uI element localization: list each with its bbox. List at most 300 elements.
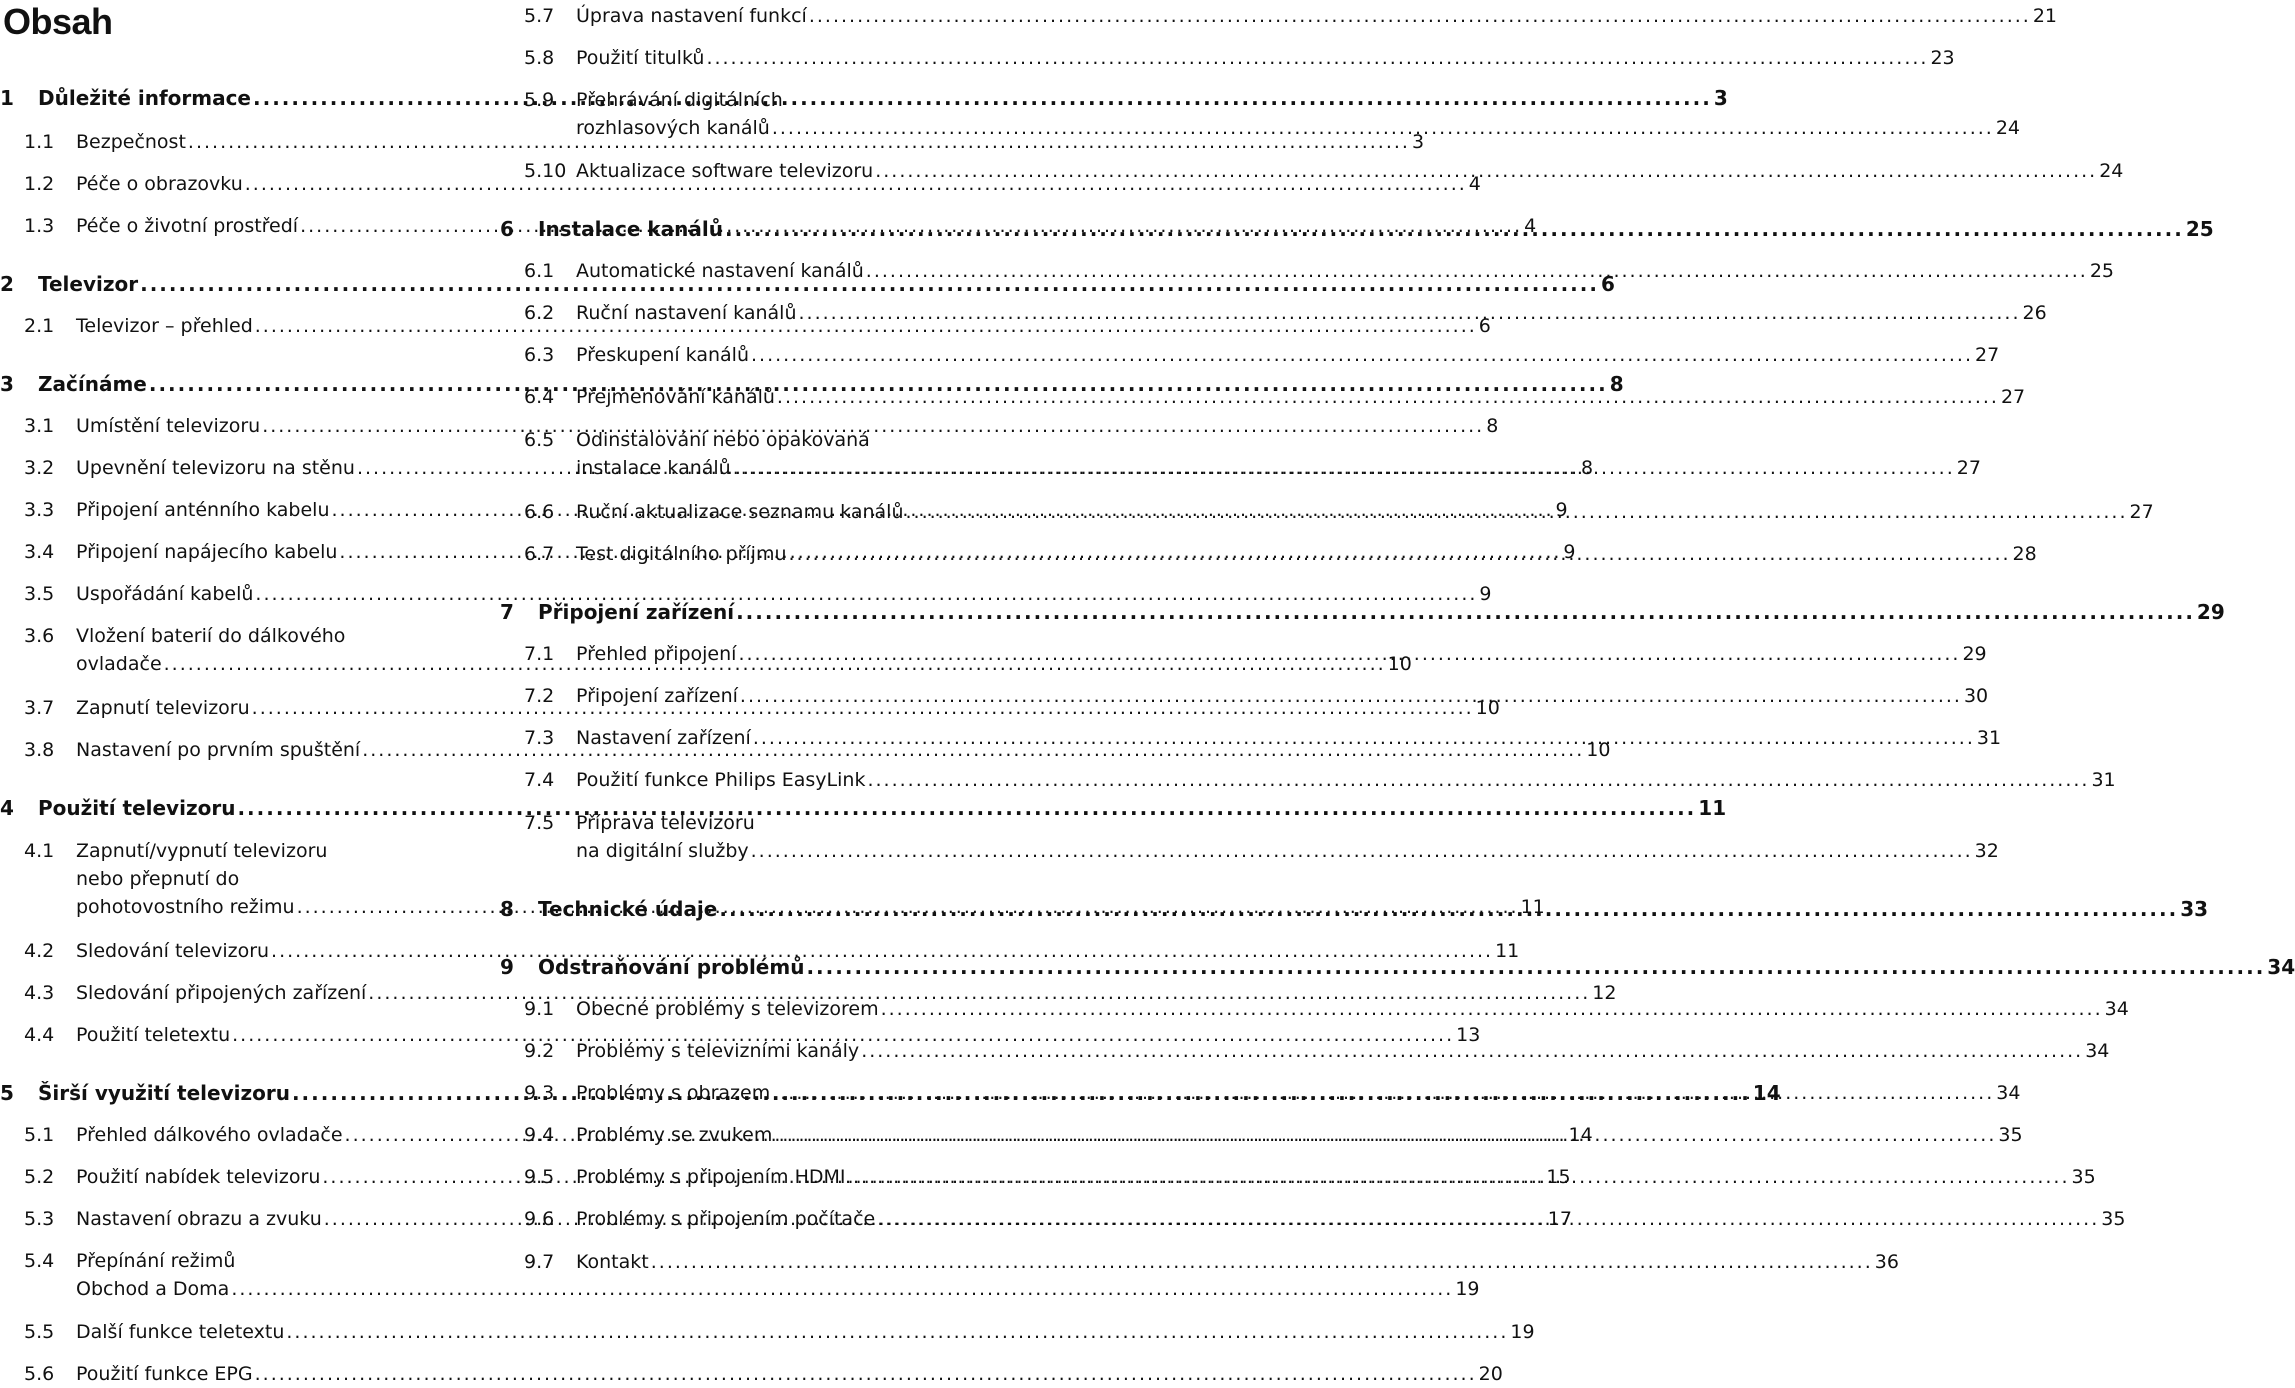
- entry-number: 6.6: [524, 501, 555, 523]
- dot-leader: [905, 498, 2127, 526]
- toc-entry: [500, 995, 2129, 1023]
- toc-entry: [500, 257, 2114, 285]
- entry-title: instalace kanálů: [576, 457, 731, 479]
- entry-lines: [576, 2, 2058, 30]
- entry-body: [538, 953, 2295, 981]
- entry-title: Použití teletextu: [76, 1024, 231, 1046]
- entry-body: [576, 299, 2047, 327]
- entry-number: 3.8: [24, 739, 55, 761]
- entry-number: 3.5: [24, 583, 55, 605]
- toc-chapter: [500, 953, 2295, 981]
- entry-title-line: Vložení baterií do dálkového: [76, 625, 346, 647]
- dot-leader: [789, 540, 2011, 568]
- entry-number: 3.2: [24, 457, 55, 479]
- entry-number: 3: [0, 372, 14, 396]
- page-number: 17: [1547, 1208, 1572, 1230]
- dot-leader: [777, 383, 1999, 411]
- entry-number: 7.4: [524, 769, 555, 791]
- page-number: 31: [2091, 769, 2116, 791]
- entry-title-line: [576, 540, 2037, 568]
- entry-lines: [576, 995, 2129, 1023]
- page-number: 15: [1546, 1166, 1571, 1188]
- page-number: 9: [1555, 499, 1568, 521]
- entry-number: 1.1: [24, 131, 55, 153]
- dot-leader: [866, 257, 2088, 285]
- page-number: 24: [2099, 160, 2124, 182]
- entry-body: [76, 1318, 1535, 1346]
- entry-title-line: [576, 157, 2124, 185]
- entry-number: 3.1: [24, 415, 55, 437]
- dot-leader: [725, 215, 2184, 243]
- page-number: 35: [1998, 1124, 2023, 1146]
- dot-leader: [651, 1248, 1873, 1276]
- entry-title: Připojení zařízení: [576, 685, 738, 707]
- entry-title-line: [538, 215, 2214, 243]
- entry-title-line: [76, 937, 1520, 965]
- entry-title-line: [576, 1248, 1899, 1276]
- entry-body: [538, 598, 2225, 626]
- page-number: 11: [1495, 940, 1520, 962]
- entry-body: [576, 1248, 1899, 1276]
- entry-number: 9.7: [524, 1251, 555, 1273]
- dot-leader: [751, 341, 1973, 369]
- entry-number: 7.3: [524, 727, 555, 749]
- entry-number: 4.1: [24, 840, 55, 862]
- dot-leader: [738, 640, 1960, 668]
- entry-number: 6.3: [524, 344, 555, 366]
- entry-body: [576, 44, 1955, 72]
- page-number: 4: [1524, 215, 1537, 237]
- entry-title-line: [576, 766, 2116, 794]
- entry-title-line: [576, 2, 2058, 30]
- entry-number: 6.1: [524, 260, 555, 282]
- page-number: 19: [1510, 1321, 1535, 1343]
- entry-lines: [538, 598, 2225, 626]
- entry-title: Ruční nastavení kanálů: [576, 302, 797, 324]
- page-number: 34: [2085, 1040, 2110, 1062]
- entry-title: Test digitálního příjmu: [576, 543, 787, 565]
- page-number: 23: [1930, 47, 1955, 69]
- entry-title-line: [576, 1037, 2110, 1065]
- page-number: 34: [1996, 1082, 2021, 1104]
- entry-number: 9.2: [524, 1040, 555, 1062]
- page-number: 30: [1963, 685, 1989, 707]
- entry-body: [76, 937, 1520, 965]
- entry-body: [576, 426, 1981, 482]
- page-number: 10: [1475, 697, 1500, 719]
- entry-number: 9.6: [524, 1208, 555, 1230]
- dot-leader: [799, 299, 2021, 327]
- entry-number: 5.6: [24, 1363, 55, 1385]
- toc-entry: [500, 383, 2026, 411]
- toc-entry: [500, 44, 1955, 72]
- entry-title: Uspořádání kabelů: [76, 583, 254, 605]
- entry-title-line: [76, 979, 1617, 1007]
- entry-title-line: [576, 44, 1955, 72]
- page-number: 36: [1874, 1251, 1899, 1273]
- entry-number: 1: [0, 86, 14, 110]
- toc-entry: [0, 1318, 1535, 1346]
- entry-title: Nastavení obrazu a zvuku: [76, 1208, 322, 1230]
- page-number: 33: [2180, 897, 2209, 921]
- entry-title-line: [76, 1318, 1535, 1346]
- page-number: 32: [1974, 840, 1999, 862]
- entry-lines: [576, 86, 2021, 142]
- dot-leader: [772, 114, 1994, 142]
- entry-title: Technické údaje: [538, 897, 718, 921]
- page-number: 21: [2032, 5, 2058, 27]
- entry-title-line: [76, 1275, 1480, 1303]
- dot-leader: [848, 1163, 2070, 1191]
- dot-leader: [253, 84, 1712, 112]
- entry-title: Nastavení zařízení: [576, 727, 751, 749]
- entry-body: [576, 86, 2021, 142]
- entry-title: Obecné problémy s televizorem: [576, 998, 879, 1020]
- entry-title-line: [576, 498, 2154, 526]
- dot-leader: [286, 1318, 1508, 1346]
- page-number: 34: [2104, 998, 2129, 1020]
- page-number: 29: [1962, 643, 1987, 665]
- entry-title: Televizor – přehled: [76, 315, 253, 337]
- entry-lines: [76, 979, 1617, 1007]
- entry-title-line: [76, 1360, 1503, 1388]
- entry-title: Úprava nastavení funkcí: [576, 5, 807, 27]
- entry-title: Další funkce teletextu: [76, 1321, 285, 1343]
- entry-title: Problémy s připojením počítače: [576, 1208, 876, 1230]
- entry-title-line: Příprava televizoru: [576, 812, 755, 834]
- toc-chapter: [0, 794, 1727, 822]
- dot-leader: [877, 1205, 2099, 1233]
- entry-lines: [76, 937, 1520, 965]
- entry-lines: [576, 1248, 1899, 1276]
- entry-body: [576, 257, 2114, 285]
- entry-title-line: [576, 114, 2021, 142]
- entry-lines: [576, 540, 2037, 568]
- entry-number: 1.3: [24, 215, 55, 237]
- toc-entry: [500, 1037, 2110, 1065]
- entry-body: [576, 809, 1999, 865]
- entry-title: Důležité informace: [38, 86, 251, 110]
- entry-title: Přehled připojení: [576, 643, 737, 665]
- entry-lines: [576, 426, 1981, 482]
- entry-title: Upevnění televizoru na stěnu: [76, 457, 355, 479]
- dot-leader: [861, 1037, 2083, 1065]
- entry-number: 5: [0, 1081, 14, 1105]
- dot-leader: [255, 1360, 1477, 1388]
- page-number: 27: [2129, 501, 2154, 523]
- dot-leader: [753, 724, 1975, 752]
- page-number: 11: [1698, 796, 1727, 820]
- entry-number: 4.4: [24, 1024, 55, 1046]
- entry-number: 3.3: [24, 499, 55, 521]
- entry-title-line: [576, 257, 2114, 285]
- entry-title: Použití televizoru: [38, 796, 236, 820]
- dot-leader: [867, 766, 2089, 794]
- dot-leader: [719, 895, 2178, 923]
- toc-entry: [500, 157, 2124, 185]
- page-number: 4: [1468, 173, 1481, 195]
- toc-entry: [500, 86, 2021, 142]
- dot-leader: [751, 837, 1973, 865]
- toc-chapter: [500, 215, 2214, 243]
- page-number: 3: [1713, 86, 1728, 110]
- entry-lines: [76, 580, 1492, 608]
- entry-lines: [576, 498, 2154, 526]
- entry-number: 8: [500, 897, 514, 921]
- entry-body: [76, 979, 1617, 1007]
- entry-title: Sledování televizoru: [76, 940, 270, 962]
- entry-title-line: Přepínání režimů: [76, 1250, 236, 1272]
- entry-lines: [576, 809, 1999, 865]
- page-number: 24: [1995, 117, 2021, 139]
- entry-title: Instalace kanálů: [538, 217, 723, 241]
- entry-number: 5.3: [24, 1208, 55, 1230]
- entry-title: Použití funkce EPG: [76, 1363, 253, 1385]
- page-number: 25: [2185, 217, 2214, 241]
- entry-body: [76, 1360, 1503, 1388]
- entry-title-line: Přehrávání digitálních: [576, 89, 783, 111]
- toc-entry: [500, 766, 2116, 794]
- toc-entry: [500, 299, 2047, 327]
- entry-lines: [576, 157, 2124, 185]
- entry-number: 5.9: [524, 89, 555, 111]
- entry-body: [76, 1021, 1481, 1049]
- entry-number: 3.4: [24, 541, 55, 563]
- entry-title: rozhlasových kanálů: [576, 117, 770, 139]
- entry-title: Připojení napájecího kabelu: [76, 541, 338, 563]
- dot-leader: [875, 157, 2097, 185]
- page-number: 35: [2101, 1208, 2126, 1230]
- toc-entry: [500, 809, 1999, 865]
- page-number: 31: [1976, 727, 2002, 749]
- entry-title: Začínáme: [38, 372, 147, 396]
- entry-title-line: Odinstalování nebo opakovaná: [576, 429, 870, 451]
- page-number: 25: [2089, 260, 2114, 282]
- entry-body: [576, 383, 2026, 411]
- entry-body: [576, 766, 2116, 794]
- entry-title-line: [576, 995, 2129, 1023]
- entry-lines: [576, 299, 2047, 327]
- entry-number: 7.5: [524, 812, 555, 834]
- entry-title: Péče o obrazovku: [76, 173, 243, 195]
- page-number: 27: [1975, 344, 2000, 366]
- entry-title: Aktualizace software televizoru: [576, 160, 874, 182]
- entry-title-line: [576, 454, 1981, 482]
- entry-number: 4.2: [24, 940, 55, 962]
- entry-number: 9: [500, 955, 514, 979]
- entry-number: 5.5: [24, 1321, 55, 1343]
- entry-number: 6: [500, 217, 514, 241]
- entry-title-line: [76, 580, 1492, 608]
- toc-entry: [500, 1248, 1899, 1276]
- entry-number: 2.1: [24, 315, 55, 337]
- entry-lines: [576, 766, 2116, 794]
- dot-leader: [806, 953, 2265, 981]
- entry-title-line: [76, 1021, 1481, 1049]
- page-number: 29: [2196, 600, 2225, 624]
- entry-title: Použití funkce Philips EasyLink: [576, 769, 866, 791]
- entry-title: Problémy s připojením HDMI: [576, 1166, 846, 1188]
- page-number: 9: [1563, 541, 1576, 563]
- toc-entry: [500, 498, 2154, 526]
- page-number: 10: [1387, 653, 1412, 675]
- entry-title-line: [538, 953, 2295, 981]
- entry-title: Automatické nastavení kanálů: [576, 260, 864, 282]
- page-number: 27: [2000, 386, 2026, 408]
- page-title: Obsah: [3, 1, 113, 42]
- page-number: 19: [1455, 1278, 1480, 1300]
- entry-number: 9.3: [524, 1082, 555, 1104]
- entry-number: 9.1: [524, 998, 555, 1020]
- page-number: 35: [2071, 1166, 2096, 1188]
- entry-lines: [576, 383, 2026, 411]
- toc-entry: [0, 979, 1617, 1007]
- entry-title: Přehled dálkového ovladače: [76, 1124, 343, 1146]
- entry-title: Přeskupení kanálů: [576, 344, 749, 366]
- page-number: 3: [1411, 131, 1425, 153]
- entry-body: [576, 498, 2154, 526]
- page-number: 26: [2022, 302, 2047, 324]
- entry-number: 5.8: [524, 47, 555, 69]
- toc-entry: [500, 2, 2058, 30]
- entry-title: Problémy s televizními kanály: [576, 1040, 860, 1062]
- page-number: 6: [1478, 315, 1491, 337]
- page-number: 8: [1609, 372, 1624, 396]
- entry-title: Umístění televizoru: [76, 415, 261, 437]
- entry-title-line: [576, 837, 1999, 865]
- entry-title: Připojení zařízení: [538, 600, 735, 624]
- page-number: 6: [1600, 272, 1615, 296]
- entry-number: 7.2: [524, 685, 555, 707]
- toc-entry: [0, 1360, 1503, 1388]
- entry-title: pohotovostního režimu: [76, 896, 295, 918]
- entry-title: na digitální služby: [576, 840, 749, 862]
- entry-title: Připojení anténního kabelu: [76, 499, 330, 521]
- page-number: 10: [1586, 739, 1611, 761]
- entry-title: Problémy se zvukem: [576, 1124, 773, 1146]
- entry-lines: [76, 1318, 1535, 1346]
- toc-entry: [500, 540, 2037, 568]
- page-number: 13: [1456, 1024, 1481, 1046]
- entry-body: [576, 341, 2000, 369]
- entry-body: [576, 1037, 2110, 1065]
- entry-title: Odstraňování problémů: [538, 955, 805, 979]
- entry-title-line: [576, 341, 2000, 369]
- page-number: 8: [1486, 415, 1499, 437]
- entry-title: Televizor: [38, 272, 139, 296]
- entry-lines: [538, 215, 2214, 243]
- entry-title: Péče o životní prostředí: [76, 215, 299, 237]
- entry-number: 6.5: [524, 429, 555, 451]
- toc-chapter: [500, 598, 2225, 626]
- entry-title-line: [38, 794, 1727, 822]
- entry-number: 9.4: [524, 1124, 555, 1146]
- toc-entry: [500, 426, 1981, 482]
- entry-title-line: [576, 299, 2047, 327]
- entry-number: 6.2: [524, 302, 555, 324]
- entry-number: 6.7: [524, 543, 555, 565]
- entry-title: Přejmenování kanálů: [576, 386, 775, 408]
- entry-title: Problémy s obrazem: [576, 1082, 771, 1104]
- dot-leader: [809, 2, 2031, 30]
- entry-title: ovladače: [76, 653, 162, 675]
- entry-body: [576, 995, 2129, 1023]
- page-number: 9: [1479, 583, 1492, 605]
- entry-title: Použití titulků: [576, 47, 705, 69]
- page-number: 12: [1592, 982, 1617, 1004]
- entry-number: 5.1: [24, 1124, 55, 1146]
- page-number: 14: [1752, 1081, 1781, 1105]
- entry-title: Sledování připojených zařízení: [76, 982, 367, 1004]
- entry-number: 7.1: [524, 643, 555, 665]
- entry-number: 7: [500, 600, 514, 624]
- entry-number: 5.7: [524, 5, 555, 27]
- entry-title-line: [576, 383, 2026, 411]
- dot-leader: [736, 598, 2195, 626]
- entry-number: 5.2: [24, 1166, 55, 1188]
- entry-lines: [538, 953, 2295, 981]
- entry-lines: [76, 1360, 1503, 1388]
- entry-title: Zapnutí televizoru: [76, 697, 250, 719]
- entry-lines: [76, 1021, 1481, 1049]
- entry-number: 3.6: [24, 625, 55, 647]
- page-number: 28: [2012, 543, 2037, 565]
- entry-number: 9.5: [524, 1166, 555, 1188]
- dot-leader: [733, 454, 1955, 482]
- entry-body: [576, 157, 2124, 185]
- page-number: 27: [1956, 457, 1981, 479]
- entry-title: Nastavení po prvním spuštění: [76, 739, 361, 761]
- entry-title-line: nebo přepnutí do: [76, 868, 240, 890]
- entry-lines: [576, 341, 2000, 369]
- entry-title: Ruční aktualizace seznamu kanálů: [576, 501, 904, 523]
- page-number: 20: [1478, 1363, 1503, 1385]
- page-number: 34: [2267, 955, 2295, 979]
- entry-number: 1.2: [24, 173, 55, 195]
- dot-leader: [231, 1275, 1453, 1303]
- entry-lines: [576, 44, 1955, 72]
- entry-body: [576, 540, 2037, 568]
- dot-leader: [774, 1121, 1996, 1149]
- entry-number: 2: [0, 272, 14, 296]
- entry-body: [538, 215, 2214, 243]
- entry-number: 5.10: [524, 160, 567, 182]
- page-number: 14: [1568, 1124, 1593, 1146]
- entry-number: 4.3: [24, 982, 55, 1004]
- dot-leader: [740, 682, 1962, 710]
- entry-title-line: Zapnutí/vypnutí televizoru: [76, 840, 328, 862]
- toc-entry: [0, 937, 1520, 965]
- entry-title: Bezpečnost: [76, 131, 186, 153]
- entry-lines: [576, 1037, 2110, 1065]
- entry-number: 6.4: [524, 386, 555, 408]
- page-number: 8: [1580, 457, 1594, 479]
- entry-lines: [38, 794, 1727, 822]
- entry-body: [576, 2, 2058, 30]
- entry-body: [76, 580, 1492, 608]
- toc-entry: [0, 1021, 1481, 1049]
- entry-title: Použití nabídek televizoru: [76, 1166, 321, 1188]
- entry-lines: [576, 257, 2114, 285]
- entry-number: 3.7: [24, 697, 55, 719]
- entry-body: [38, 794, 1727, 822]
- dot-leader: [706, 44, 1928, 72]
- entry-title: Kontakt: [576, 1251, 649, 1273]
- entry-number: 4: [0, 796, 14, 820]
- entry-title-line: [538, 598, 2225, 626]
- entry-title: Obchod a Doma: [76, 1278, 230, 1300]
- dot-leader: [772, 1079, 1994, 1107]
